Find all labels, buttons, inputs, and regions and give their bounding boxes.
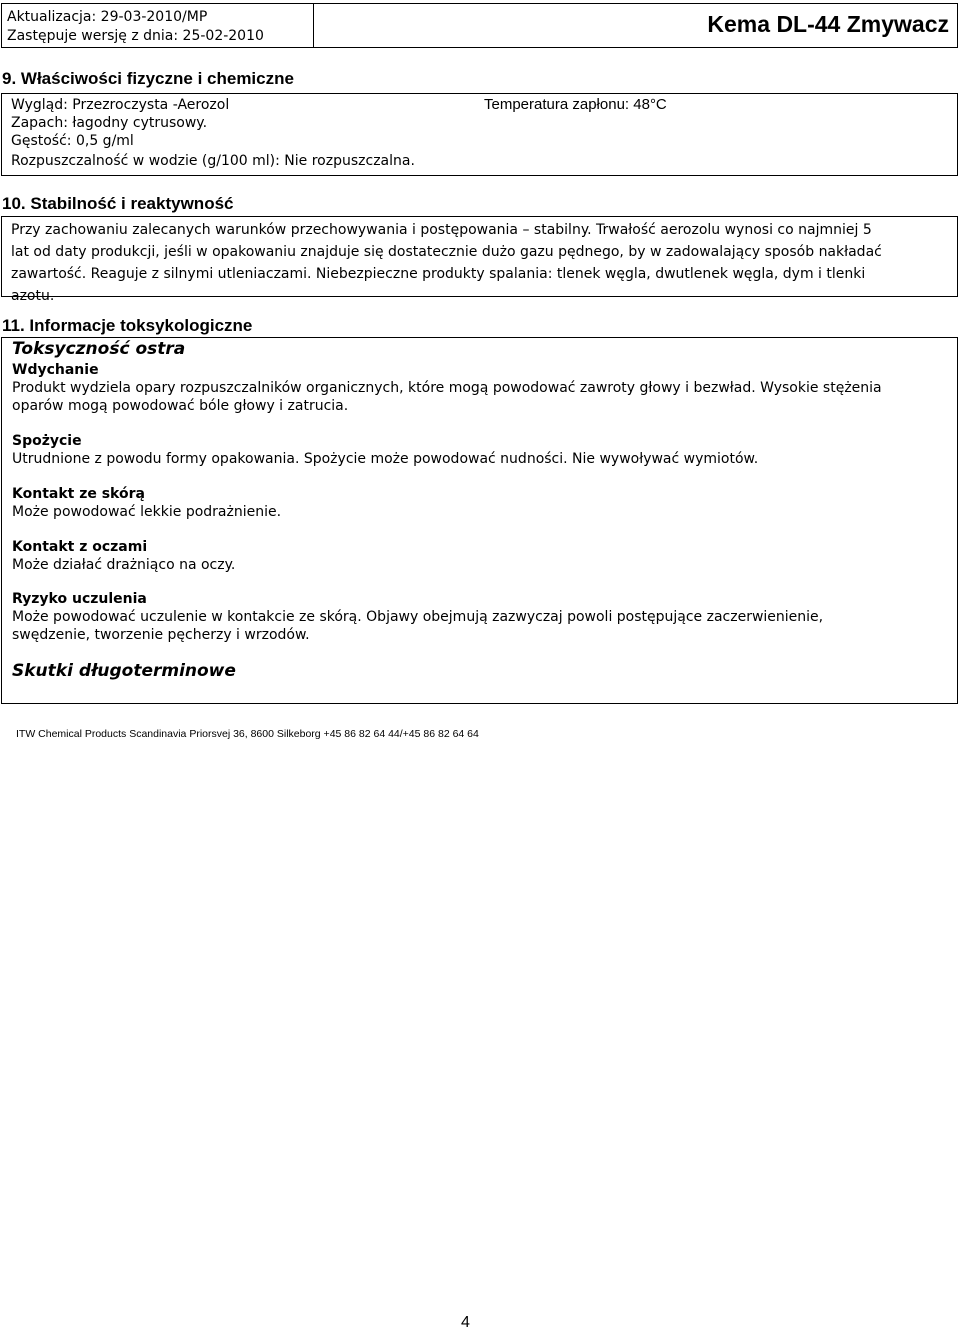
skin-contact-block — [12, 485, 281, 521]
physical-properties-list — [11, 96, 415, 170]
inhalation-heading: Wdychanie — [12, 362, 99, 378]
inhalation-block — [12, 361, 882, 415]
inhalation-line: oparów mogą powodować bóle głowy i zatrucia. — [12, 398, 349, 414]
section-10-title: 10. Stabilność i reaktywność — [2, 194, 234, 213]
page-number: 4 — [461, 1314, 470, 1331]
section-11-box — [1, 337, 958, 704]
stability-line: Przy zachowaniu zalecanych warunków przechowywania i postępowania – stabilny. Trwałość aerozolu wynosi co najmniej 5 — [11, 222, 872, 238]
inhalation-line: Produkt wydziela opary rozpuszczalników organicznych, które mogą powodować zawroty głowy i bezwład. Wysokie stężenia — [12, 380, 882, 396]
revision-info — [2, 4, 314, 47]
long-term-effects — [12, 660, 236, 682]
eye-contact-heading: Kontakt z oczami — [12, 539, 148, 555]
inhalation-text — [12, 379, 882, 415]
ingestion-line: Utrudnione z powodu formy opakowania. Spożycie może powodować nudności. Nie wywoływać wymiotów. — [12, 451, 759, 467]
stability-line: azotu. — [11, 288, 55, 304]
skin-contact-text — [12, 503, 281, 521]
product-name: Kema DL-44 Zmywacz — [707, 11, 949, 37]
flash-point: Temperatura zapłonu: 48°C — [484, 96, 667, 113]
stability-line: zawartość. Reaguje z silnymi utleniaczami. Niebezpieczne produkty spalania: tlenek węgla, dwutlenek węgla, dym i tlenki — [11, 266, 866, 282]
sensitization-heading: Ryzyko uczulenia — [12, 591, 147, 607]
stability-line: lat od daty produkcji, jeśli w opakowaniu znajduje się dostatecznie dużo gazu pędnego, by w zadowalający sposób nakładać — [11, 244, 882, 260]
solubility: Rozpuszczalność w wodzie (g/100 ml): Nie rozpuszczalna. — [11, 153, 415, 169]
sensitization-line: Może powodować uczulenie w kontakcie ze skórą. Objawy obejmują zazwyczaj powoli postępujące zaczerwienienie, — [12, 609, 824, 625]
long-term-effects-title: Skutki długoterminowe — [12, 661, 236, 681]
eye-contact-text — [12, 556, 235, 574]
density: Gęstość: 0,5 g/ml — [11, 133, 134, 149]
appearance: Wygląd: Przezroczysta -Aerozol — [11, 97, 230, 113]
skin-contact-heading: Kontakt ze skórą — [12, 486, 145, 502]
company-footer: ITW Chemical Products Scandinavia Priorsvej 36, 8600 Silkeborg +45 86 82 64 44/+45 86 82 64 64 — [16, 728, 479, 740]
section-11-title: 11. Informacje toksykologiczne — [2, 316, 253, 335]
sensitization-line: swędzenie, tworzenie pęcherzy i wrzodów. — [12, 627, 310, 643]
eye-contact-block — [12, 538, 235, 574]
replaces-version: Zastępuje wersję z dnia: 25-02-2010 — [7, 28, 264, 44]
section-10-box — [1, 216, 958, 304]
acute-toxicity — [12, 338, 185, 360]
ingestion-block — [12, 432, 758, 468]
eye-contact-line: Może działać drażniąco na oczy. — [12, 557, 236, 573]
ingestion-text — [12, 450, 758, 468]
odor: Zapach: łagodny cytrusowy. — [11, 115, 208, 131]
ingestion-heading: Spożycie — [12, 433, 82, 449]
acute-toxicity-title: Toksyczność ostra — [12, 339, 186, 359]
section-9-box — [1, 93, 958, 176]
section-9-title: 9. Właściwości fizyczne i chemiczne — [2, 69, 294, 88]
document-header — [1, 3, 958, 48]
sensitization-text — [12, 608, 823, 644]
skin-contact-line: Może powodować lekkie podrażnienie. — [12, 504, 282, 520]
update-date: Aktualizacja: 29-03-2010/MP — [7, 9, 208, 25]
stability-text — [11, 219, 947, 307]
sensitization-block — [12, 590, 823, 644]
